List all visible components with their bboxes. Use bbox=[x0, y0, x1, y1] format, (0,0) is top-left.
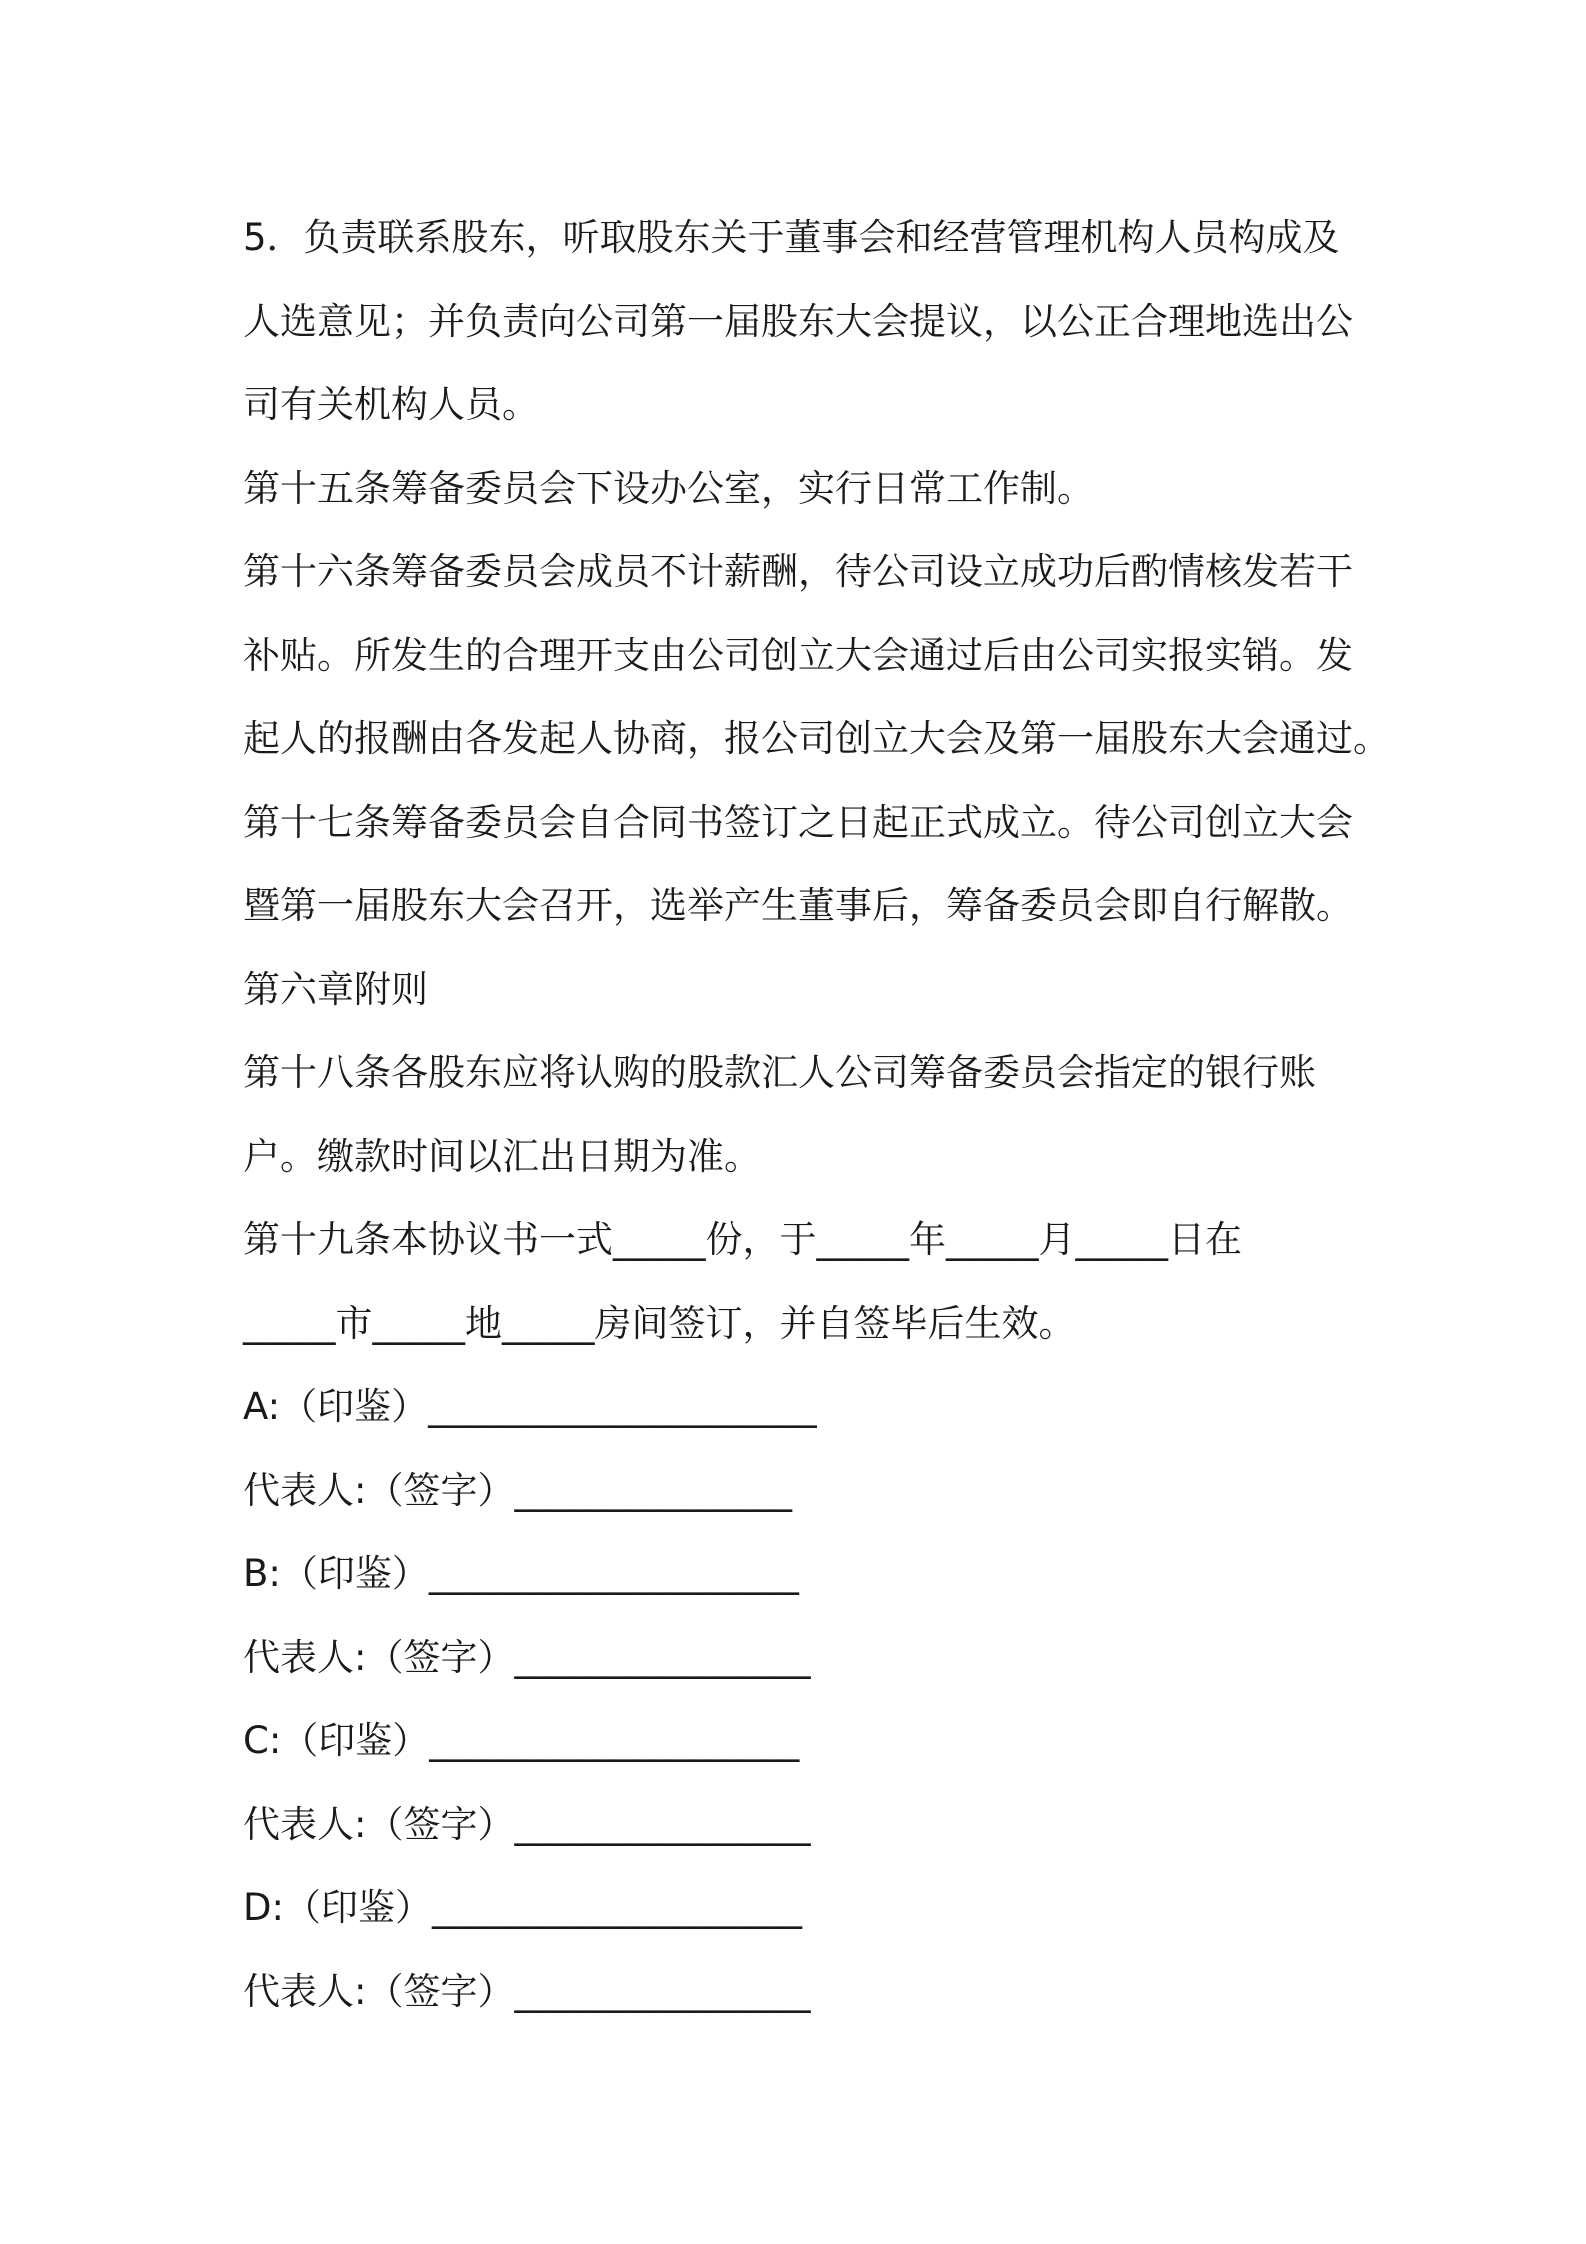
article-16-line-3: 起人的报酬由各发起人协商，报公司创立大会及第一届股东大会通过。 bbox=[243, 717, 1390, 760]
paragraph-item-5-line-3: 司有关机构人员。 bbox=[243, 383, 539, 426]
signature-a-seal: A:（印鉴）_____________________ bbox=[243, 1385, 817, 1428]
article-17-line-1: 第十七条筹备委员会自合同书签订之日起正式成立。待公司创立大会 bbox=[243, 800, 1353, 844]
article-17-line-2: 暨第一届股东大会召开，选举产生董事后，筹备委员会即自行解散。 bbox=[243, 884, 1353, 927]
article-19-line-2: _____市_____地_____房间签订，并自签毕后生效。 bbox=[243, 1301, 1076, 1345]
article-18-line-2: 户。缴款时间以汇出日期为准。 bbox=[243, 1134, 761, 1178]
signature-c-seal: C:（印鉴）____________________ bbox=[243, 1719, 800, 1762]
paragraph-item-5-line-2: 人选意见；并负责向公司第一届股东大会提议，以公正合理地选出公 bbox=[243, 299, 1353, 343]
article-16-line-1: 第十六条筹备委员会成员不计薪酬，待公司设立成功后酌情核发若干 bbox=[243, 550, 1353, 593]
paragraph-item-5-line-1: 5．负责联系股东，听取股东关于董事会和经营管理机构人员构成及 bbox=[243, 216, 1340, 259]
article-15: 第十五条筹备委员会下设办公室，实行日常工作制。 bbox=[243, 466, 1094, 510]
signature-d-seal: D:（印鉴）____________________ bbox=[243, 1886, 802, 1929]
signature-c-representative: 代表人:（签字）________________ bbox=[243, 1802, 811, 1846]
article-19-line-1: 第十九条本协议书一式_____份，于_____年_____月_____日在 bbox=[243, 1218, 1242, 1261]
article-18-line-1: 第十八条各股东应将认购的股款汇人公司筹备委员会指定的银行账 bbox=[243, 1051, 1316, 1094]
document-body bbox=[243, 196, 1390, 2033]
article-16-line-2: 补贴。所发生的合理开支由公司创立大会通过后由公司实报实销。发 bbox=[243, 633, 1353, 677]
chapter-6-heading: 第六章附则 bbox=[243, 967, 428, 1011]
signature-d-representative: 代表人:（签字）________________ bbox=[243, 1969, 811, 2013]
signature-b-seal: B:（印鉴）____________________ bbox=[243, 1552, 799, 1595]
signature-a-representative: 代表人:（签字）_______________ bbox=[243, 1468, 792, 1512]
signature-b-representative: 代表人:（签字）________________ bbox=[243, 1635, 811, 1679]
